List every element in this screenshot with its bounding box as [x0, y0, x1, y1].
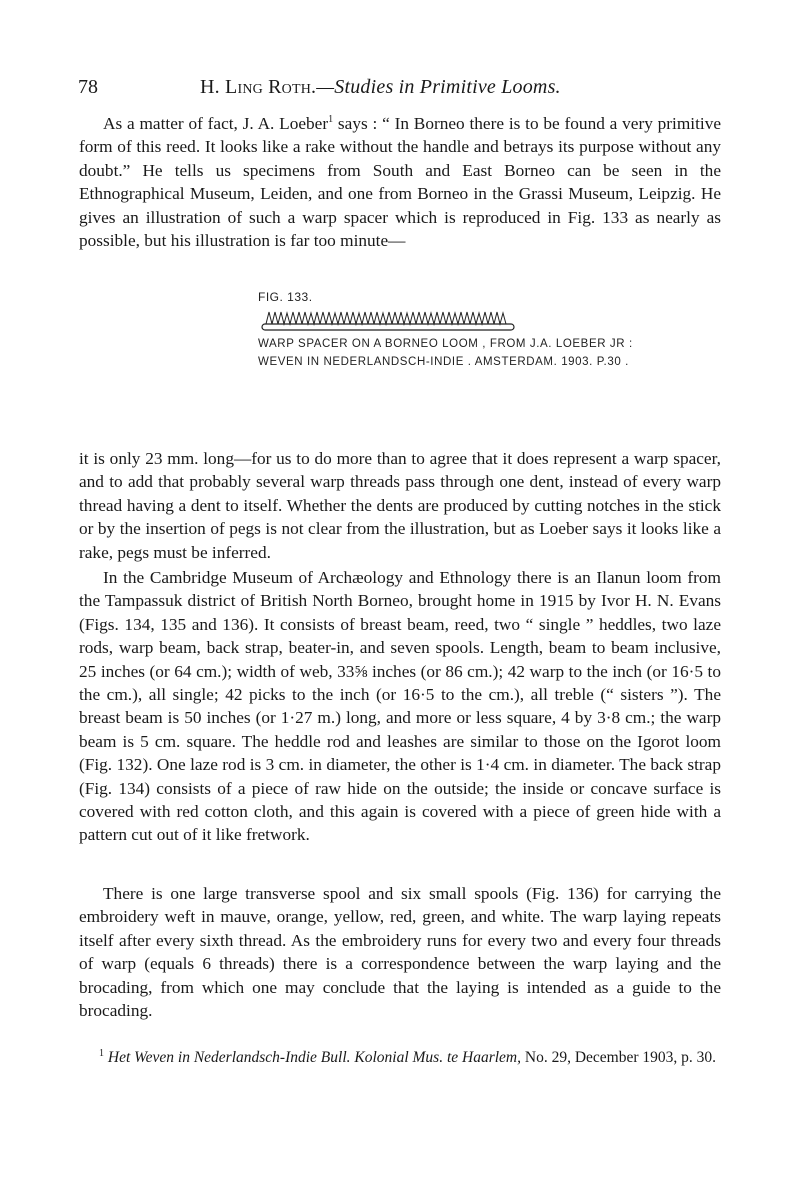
footnote-reference: 1 — [328, 114, 334, 126]
running-head-author: H. Ling Roth. — [200, 76, 317, 98]
footnote-marker: 1 — [99, 1047, 104, 1059]
running-head-title: —Studies in Primitive Looms. — [316, 76, 561, 98]
paragraph-2: it is only 23 mm. long—for us to do more than to agree that it does represent a warp spacer, and to add that probably several warp threads pass through one dent, instead of every warp thread having a dent to itself. Whether the dents are produced by cutting notches in the stick or by the insertion of pegs is not clear from the illustration, but as Loeber says it looks like a rake, pegs must be inferred. — [79, 449, 721, 562]
paragraph-1-text-b: says : “ In Borneo there is to be found a very primitive form of this reed. It looks like a rake without the handle and betrays its purpose without any doubt.” He tells us specimens from South and East Borneo can be seen in the Ethnographical Museum, Leiden, and one from Borneo in the Grassi Museum, Leipzig. He gives an illustration of such a warp spacer which is reproduced in Fig. 133 as nearly as possible, but his illustration is far too minute— — [79, 114, 722, 251]
paragraph-4: There is one large transverse spool and six small spools (Fig. 136) for carrying the embroidery weft in mauve, orange, yellow, red, green, and white. The warp laying repeats itself after every sixth thread. As the embroidery runs for every two and every four threads of warp (equals 6 threads) there is a correspondence between the warp laying and the brocading, from which one may conclude that the laying is intended as a guide to the brocading. — [79, 884, 721, 1021]
warp-spacer-drawing — [258, 306, 528, 336]
footnote — [79, 1047, 721, 1068]
paragraph-1 — [79, 112, 721, 252]
figure-caption-line-2: WEVEN IN NEDERLANDSCH-INDIE . AMSTERDAM. 1903. P.30 . — [258, 356, 629, 368]
warp-spacer-teeth — [266, 312, 506, 324]
footnote-text: No. 29, December 1903, p. 30. — [521, 1049, 716, 1066]
page-number: 78 — [78, 76, 98, 98]
footnote-italic-title: Het Weven in Nederlandsch-Indie Bull. Kolonial Mus. te Haarlem, — [107, 1049, 521, 1066]
paragraph-1-text-a: As a matter of fact, J. A. Loeber — [103, 114, 329, 133]
figure-caption-line-1: WARP SPACER ON A BORNEO LOOM , FROM J.A. LOEBER JR : — [258, 338, 633, 350]
paragraph-3: In the Cambridge Museum of Archæology and Ethnology there is an Ilanun loom from the Tampassuk district of British North Borneo, brought home in 1915 by Ivor H. N. Evans (Figs. 134, 135 and 136). It consists of breast beam, reed, two “ single ” heddles, two laze rods, warp beam, back strap, beater-in, and seven spools. Length, beam to beam inclusive, 25 inches (or 64 cm.); width of web, 33⅝ inches (or 86 cm.); 42 warp to the inch (or 16·5 to the cm.), all single; 42 picks to the inch (or 16·5 to the cm.), all treble (“ sisters ”). The breast beam is 50 inches (or 1·27 m.) long, and more or less square, 4 by 3·8 cm.; the warp beam is 5 cm. square. The heddle rod and leashes are similar to those on the Igorot loom (Fig. 132). One laze rod is 3 cm. in diameter, the other is 1·4 cm. in diameter. The back strap (Fig. 134) consists of a piece of raw hide on the outside; the inside or concave surface is covered with red cotton cloth, and this again is covered with a piece of green hide with a pattern cut out of it like fretwork. — [79, 568, 721, 845]
running-head — [200, 76, 561, 99]
figure-label: FIG. 133. — [258, 290, 313, 304]
